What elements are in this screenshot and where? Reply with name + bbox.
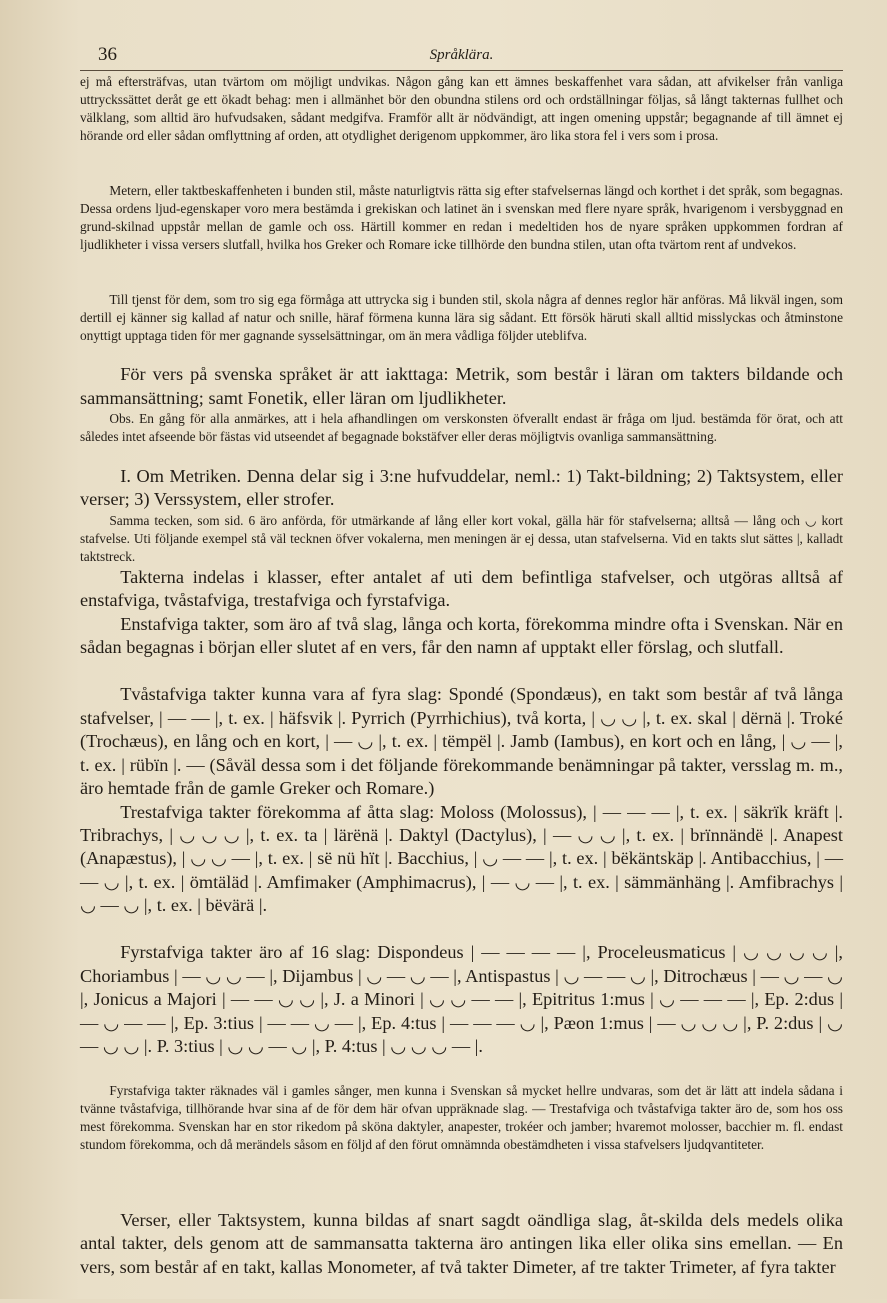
paragraph-1: ej må eftersträfvas, utan tvärtom om möjligt undvikas. Någon gång kan ett ämnes beskaffenhet vara sådan, att afvikelser från vanliga uttryckssättet deråt ge ett ökadt behag: men i allmänhet bör den obundna stilens ord och ordställningar följas, så långt takternas fullhet och välklang, som alltid äro hufvudsaken, sådant medgifva. Framför allt är nödvändigt, att ingen omening uppstår; begagnande af till ämnet ej hörande ord eller sådan omflyttning af orden, att otydlighet derigenom uppkommer, äro lika stora fel i vers som i prosa. xyxy=(80,74,843,144)
paragraph-takterna: Takterna indelas i klasser, efter antalet af uti dem befintliga stafvelser, och utgöras alltså af enstafviga, tvåstafviga, trestafviga och fyrstafviga. xyxy=(80,567,843,611)
page-header xyxy=(80,44,843,71)
paragraph-3: Till tjenst för dem, som tro sig ega förmåga att uttrycka sig i bunden stil, skola några af dennes reglor här anföras. Må likväl ingen, som dertill ej känner sig kallad af natur och snille, häraf förmena kunna lära sig sådant. Ett försök häruti skall alltid misslyckas och åtminstone onyttigt upptaga tiden för mer gagnande sysselsättningar, om än mera vådliga följder uteblifva. xyxy=(80,291,843,344)
paragraph-trestafviga: Trestafviga takter förekomma af åtta slag: Moloss (Molossus), | — — — |, t. ex. | säkrïk kräft |. Tribrachys, | ◡ ◡ ◡ |, t. ex. ta | lärënä |. Daktyl (Dactylus), | — ◡ ◡ |, t. ex. | brïnnändë |. Anapest (Anapæstus), | ◡ ◡ — |, t. ex. | së nü hït |. Bacchius, | ◡ — — |, t. ex. | bëkäntskäp |. Antibacchius, | — — ◡ |, t. ex. | ömtäläd |. Amfimaker (Amphimacrus), | — ◡ — |, t. ex. | sämmänhäng |. Amfibrachys | ◡ — ◡ |, t. ex. | bëvärä |. xyxy=(80,801,843,916)
paragraph-fyrstafviga-note: Fyrstafviga takter räknades väl i gamles sånger, men kunna i Svenskan så mycket hellre undvaras, som det är lätt att indela sådana i tvänne tvåstafviga, tillhörande hvar sina af de för dem här ofvan uppräknade slag. — Trestafviga och tvåstafviga takter äro de, som hos oss mest förekomma. Svenskan har en stor rikedom på sköna daktyler, anapester, trokéer och jamber; hvaremot molosser, bacchier m. fl. endast stundom förekomma, och då merändels såsom en följd af den förut omnämnda obestämdheten i vissa stafvelsers ljudqvantiteter. xyxy=(80,1082,843,1153)
paragraph-fyrstafviga: Fyrstafviga takter äro af 16 slag: Dispondeus | — — — — |, Proceleusmaticus | ◡ ◡ ◡ ◡ |, Choriambus | — ◡ ◡ — |, Dijambus | ◡ — ◡ — |, Antispastus | ◡ — — ◡ |, Ditrochæus | — ◡ — ◡ |, Jonicus a Majori | — — ◡ ◡ |, J. a Minori | ◡ ◡ — — |, Epitritus 1:mus | ◡ — — — |, Ep. 2:dus | — ◡ — — |, Ep. 3:tius | — — ◡ — |, Ep. 4:tus | — — — ◡ |, Pæon 1:mus | — ◡ ◡ ◡ |, P. 2:dus | ◡ — ◡ ◡ |. P. 3:tius | ◡ ◡ — ◡ |, P. 4:tus | ◡ ◡ ◡ — |. xyxy=(80,942,843,1057)
note-paragraph: Obs. En gång för alla anmärkes, att i hela afhandlingen om verskonsten öfverallt endast är fråga om ljud. bestämda för örat, och att således intet afseende bör fästas vid utseendet af begagnade bokstäfver eller deras möjligtvis ovanliga sammansättning. xyxy=(80,411,843,445)
paragraph-4: För vers på svenska språket är att iakttaga: Metrik, som består i läran om takters bildande och sammansättning; samt Fonetik, eller läran om ljudlikheter. xyxy=(80,364,843,408)
paragraph-verser: Verser, eller Taktsystem, kunna bildas af snart sagdt oändliga slag, åt-skilda dels medels olika antal takter, dels genom att de sammansatta takterna äro antingen lika eller olika sins emellan. — En vers, som består af en takt, kallas Monometer, af två takter Dimeter, af tre takter Trimeter, af fyra takter xyxy=(80,1209,843,1277)
paragraph-tvastafviga: Tvåstafviga takter kunna vara af fyra slag: Spondé (Spondæus), en takt som består af två långa stafvelser, | — — |, t. ex. | häfsvik |. Pyrrich (Pyrrhichius), två korta, | ◡ ◡ |, t. ex. skal | dërnä |. Troké (Trochæus), en lång och en kort, | — ◡ |, t. ex. | tëmpël |. Jamb (Iambus), en kort och en lång, | ◡ — |, t. ex. | rübïn |. — (Såväl dessa som i det följande förekommande benämningar på takter, versslag m. m., äro hemtade från de gamle Greker och Romare.) xyxy=(80,684,843,799)
section-heading-metriken: I. Om Metriken. Denna delar sig i 3:ne hufvuddelar, neml.: 1) Takt-bildning; 2) Taktsystem, eller verser; 3) Verssystem, eller strofer. xyxy=(80,465,843,510)
page-number: 36 xyxy=(98,44,117,65)
paragraph-signs: Samma tecken, som sid. 6 äro anförda, för utmärkande af lång eller kort vokal, gälla här för stafvelserna; alltså — lång och ◡ kort stafvelse. Uti följande exempel stå väl tecknen öfver vokalerna, men meningen är ej dessa, utan stafvelserna. Vid en takts slut sättes |, kalladt taktstreck. xyxy=(80,512,843,564)
paragraph-enstafviga: Enstafviga takter, som äro af två slag, långa och korta, förekomma mindre ofta i Svenskan. När en sådan begagnas i början eller slutet af en vers, får den namn af upptakt eller förslag, och slutfall. xyxy=(80,613,843,658)
paragraph-2: Metern, eller taktbeskaffenheten i bunden stil, måste naturligtvis rätta sig efter stafvelsernas längd och korthet i det språk, som begagnas. Dessa ordens ljud-egenskaper voro mera bestämda i grekiskan och latinet än i svenskan med flere nyare språk, hvarigenom i versbyggnad en grund-skilnad uppstår mellan de gamle och oss. Härtill kommer en redan i medeltiden hos de nyare språken uppkommen fordran af ljudlikheter i vissa versers slutfall, hvilka hos Greker och Romare icke tillhörde den bundna stilen, utan ofta tvärtom rent af undvekos. xyxy=(80,182,843,253)
running-title: Språklära. xyxy=(429,47,494,63)
